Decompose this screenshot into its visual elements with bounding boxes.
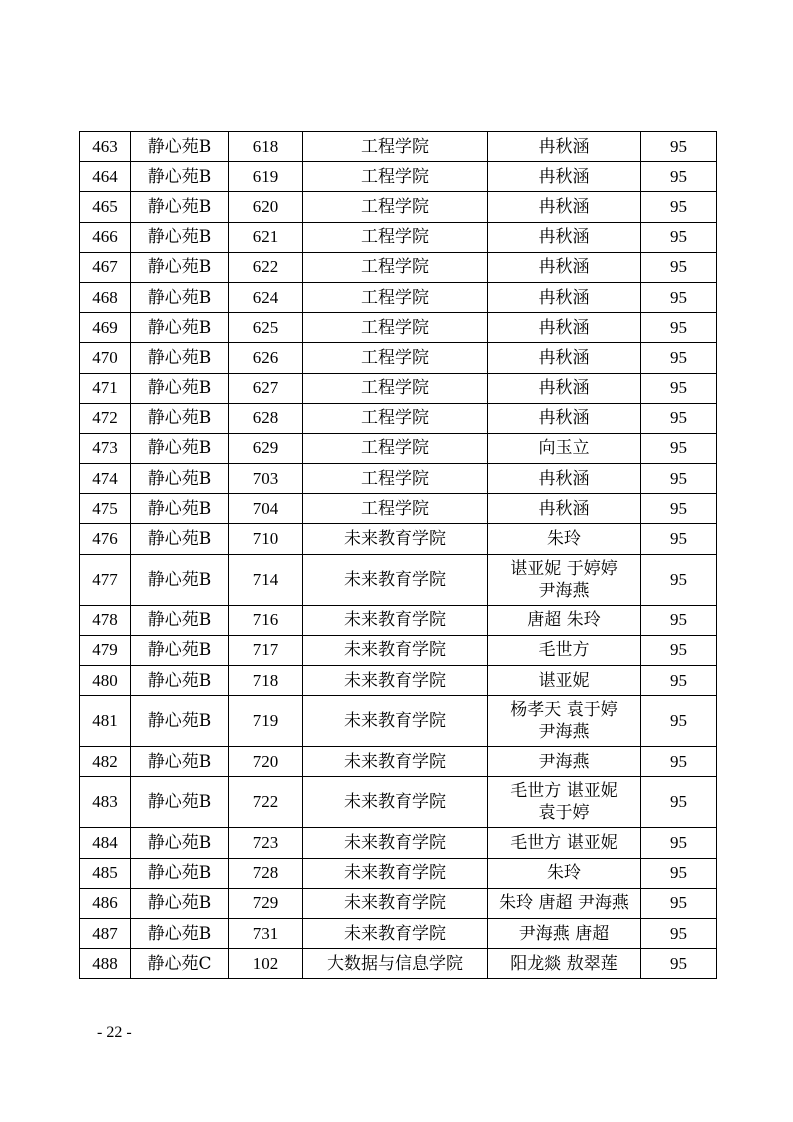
inspector-name-line: 冉秋涵 bbox=[538, 468, 590, 489]
college-cell: 未来教育学院 bbox=[303, 828, 488, 858]
table-row bbox=[80, 888, 717, 918]
college-cell: 未来教育学院 bbox=[303, 635, 488, 665]
room-number-cell: 729 bbox=[229, 888, 303, 918]
table-row bbox=[80, 747, 717, 777]
building-cell: 静心苑B bbox=[131, 777, 229, 828]
inspector-names-cell bbox=[488, 252, 641, 282]
inspector-names-cell bbox=[488, 888, 641, 918]
table-row bbox=[80, 252, 717, 282]
row-number-cell: 468 bbox=[80, 282, 131, 312]
table-row bbox=[80, 132, 717, 162]
row-number-cell: 465 bbox=[80, 192, 131, 222]
college-cell: 未来教育学院 bbox=[303, 666, 488, 696]
score-cell: 95 bbox=[641, 192, 717, 222]
score-cell: 95 bbox=[641, 605, 717, 635]
table-row bbox=[80, 403, 717, 433]
score-cell: 95 bbox=[641, 666, 717, 696]
inspector-name-line: 冉秋涵 bbox=[538, 166, 590, 187]
room-number-cell: 719 bbox=[229, 696, 303, 747]
building-cell: 静心苑B bbox=[131, 433, 229, 463]
table-row bbox=[80, 635, 717, 665]
row-number-cell: 476 bbox=[80, 524, 131, 554]
score-cell: 95 bbox=[641, 433, 717, 463]
inspector-names-cell bbox=[488, 747, 641, 777]
score-cell: 95 bbox=[641, 222, 717, 252]
college-cell: 未来教育学院 bbox=[303, 605, 488, 635]
inspector-name-line: 谌亚妮 bbox=[538, 670, 590, 691]
inspector-name-line: 毛世方 谌亚妮 bbox=[510, 832, 618, 853]
score-cell: 95 bbox=[641, 373, 717, 403]
college-cell: 未来教育学院 bbox=[303, 888, 488, 918]
inspector-names-cell bbox=[488, 464, 641, 494]
inspector-names-cell bbox=[488, 494, 641, 524]
inspector-name-line: 谌亚妮 于婷婷 bbox=[510, 558, 618, 579]
inspector-names-cell bbox=[488, 433, 641, 463]
row-number-cell: 466 bbox=[80, 222, 131, 252]
table-row bbox=[80, 949, 717, 979]
building-cell: 静心苑B bbox=[131, 666, 229, 696]
room-number-cell: 717 bbox=[229, 635, 303, 665]
score-cell: 95 bbox=[641, 777, 717, 828]
row-number-cell: 483 bbox=[80, 777, 131, 828]
room-number-cell: 629 bbox=[229, 433, 303, 463]
building-cell: 静心苑B bbox=[131, 343, 229, 373]
college-cell: 工程学院 bbox=[303, 494, 488, 524]
building-cell: 静心苑B bbox=[131, 222, 229, 252]
row-number-cell: 487 bbox=[80, 918, 131, 948]
inspector-names-cell bbox=[488, 696, 641, 747]
room-number-cell: 704 bbox=[229, 494, 303, 524]
room-number-cell: 718 bbox=[229, 666, 303, 696]
building-cell: 静心苑B bbox=[131, 282, 229, 312]
inspector-name-line: 向玉立 bbox=[538, 438, 590, 459]
room-number-cell: 624 bbox=[229, 282, 303, 312]
room-number-cell: 720 bbox=[229, 747, 303, 777]
college-cell: 工程学院 bbox=[303, 403, 488, 433]
score-cell: 95 bbox=[641, 464, 717, 494]
dormitory-score-table bbox=[79, 131, 717, 979]
score-cell: 95 bbox=[641, 858, 717, 888]
college-cell: 工程学院 bbox=[303, 252, 488, 282]
inspector-name-line: 尹海燕 bbox=[538, 580, 590, 601]
score-cell: 95 bbox=[641, 696, 717, 747]
row-number-cell: 485 bbox=[80, 858, 131, 888]
table-row bbox=[80, 605, 717, 635]
score-cell: 95 bbox=[641, 828, 717, 858]
row-number-cell: 470 bbox=[80, 343, 131, 373]
table-row bbox=[80, 554, 717, 605]
row-number-cell: 464 bbox=[80, 162, 131, 192]
inspector-names-cell bbox=[488, 313, 641, 343]
college-cell: 工程学院 bbox=[303, 313, 488, 343]
row-number-cell: 488 bbox=[80, 949, 131, 979]
score-cell: 95 bbox=[641, 132, 717, 162]
building-cell: 静心苑B bbox=[131, 373, 229, 403]
inspector-names-cell bbox=[488, 554, 641, 605]
inspector-name-line: 袁于婷 bbox=[538, 803, 590, 824]
inspector-name-line: 毛世方 bbox=[538, 640, 590, 661]
table-row bbox=[80, 162, 717, 192]
table-row bbox=[80, 192, 717, 222]
table-row bbox=[80, 373, 717, 403]
row-number-cell: 477 bbox=[80, 554, 131, 605]
room-number-cell: 627 bbox=[229, 373, 303, 403]
inspector-names-cell bbox=[488, 858, 641, 888]
score-cell: 95 bbox=[641, 888, 717, 918]
table-row bbox=[80, 494, 717, 524]
score-cell: 95 bbox=[641, 554, 717, 605]
college-cell: 未来教育学院 bbox=[303, 858, 488, 888]
college-cell: 未来教育学院 bbox=[303, 696, 488, 747]
score-cell: 95 bbox=[641, 949, 717, 979]
college-cell: 工程学院 bbox=[303, 464, 488, 494]
score-cell: 95 bbox=[641, 524, 717, 554]
table-row bbox=[80, 918, 717, 948]
building-cell: 静心苑B bbox=[131, 696, 229, 747]
room-number-cell: 618 bbox=[229, 132, 303, 162]
inspector-names-cell bbox=[488, 403, 641, 433]
inspector-name-line: 冉秋涵 bbox=[538, 196, 590, 217]
college-cell: 工程学院 bbox=[303, 343, 488, 373]
room-number-cell: 625 bbox=[229, 313, 303, 343]
score-cell: 95 bbox=[641, 313, 717, 343]
inspector-names-cell bbox=[488, 777, 641, 828]
inspector-names-cell bbox=[488, 918, 641, 948]
building-cell: 静心苑B bbox=[131, 313, 229, 343]
row-number-cell: 471 bbox=[80, 373, 131, 403]
table-row bbox=[80, 858, 717, 888]
inspector-name-line: 冉秋涵 bbox=[538, 347, 590, 368]
room-number-cell: 728 bbox=[229, 858, 303, 888]
college-cell: 工程学院 bbox=[303, 132, 488, 162]
row-number-cell: 480 bbox=[80, 666, 131, 696]
inspector-name-line: 冉秋涵 bbox=[538, 136, 590, 157]
building-cell: 静心苑B bbox=[131, 554, 229, 605]
college-cell: 工程学院 bbox=[303, 192, 488, 222]
college-cell: 大数据与信息学院 bbox=[303, 949, 488, 979]
score-cell: 95 bbox=[641, 252, 717, 282]
table-row bbox=[80, 222, 717, 252]
inspector-names-cell bbox=[488, 222, 641, 252]
college-cell: 未来教育学院 bbox=[303, 747, 488, 777]
row-number-cell: 469 bbox=[80, 313, 131, 343]
table-row bbox=[80, 433, 717, 463]
room-number-cell: 703 bbox=[229, 464, 303, 494]
college-cell: 工程学院 bbox=[303, 162, 488, 192]
inspector-name-line: 冉秋涵 bbox=[538, 408, 590, 429]
inspector-names-cell bbox=[488, 343, 641, 373]
building-cell: 静心苑B bbox=[131, 635, 229, 665]
row-number-cell: 484 bbox=[80, 828, 131, 858]
inspector-name-line: 阳龙燚 敖翠莲 bbox=[510, 953, 618, 974]
building-cell: 静心苑B bbox=[131, 858, 229, 888]
room-number-cell: 710 bbox=[229, 524, 303, 554]
room-number-cell: 621 bbox=[229, 222, 303, 252]
room-number-cell: 622 bbox=[229, 252, 303, 282]
room-number-cell: 723 bbox=[229, 828, 303, 858]
building-cell: 静心苑B bbox=[131, 524, 229, 554]
college-cell: 未来教育学院 bbox=[303, 777, 488, 828]
table-row bbox=[80, 666, 717, 696]
row-number-cell: 473 bbox=[80, 433, 131, 463]
room-number-cell: 626 bbox=[229, 343, 303, 373]
building-cell: 静心苑B bbox=[131, 464, 229, 494]
table-row bbox=[80, 828, 717, 858]
building-cell: 静心苑B bbox=[131, 252, 229, 282]
room-number-cell: 102 bbox=[229, 949, 303, 979]
room-number-cell: 731 bbox=[229, 918, 303, 948]
building-cell: 静心苑B bbox=[131, 828, 229, 858]
building-cell: 静心苑B bbox=[131, 918, 229, 948]
inspector-name-line: 冉秋涵 bbox=[538, 317, 590, 338]
row-number-cell: 472 bbox=[80, 403, 131, 433]
score-cell: 95 bbox=[641, 918, 717, 948]
inspector-names-cell bbox=[488, 666, 641, 696]
inspector-name-line: 朱玲 bbox=[547, 863, 581, 884]
score-cell: 95 bbox=[641, 403, 717, 433]
score-cell: 95 bbox=[641, 282, 717, 312]
room-number-cell: 716 bbox=[229, 605, 303, 635]
inspector-name-line: 朱玲 bbox=[547, 529, 581, 550]
inspector-names-cell bbox=[488, 282, 641, 312]
inspector-name-line: 冉秋涵 bbox=[538, 257, 590, 278]
inspector-name-line: 尹海燕 唐超 bbox=[518, 923, 610, 944]
score-cell: 95 bbox=[641, 635, 717, 665]
inspector-names-cell bbox=[488, 132, 641, 162]
score-cell: 95 bbox=[641, 494, 717, 524]
score-cell: 95 bbox=[641, 162, 717, 192]
table-row bbox=[80, 777, 717, 828]
inspector-name-line: 朱玲 唐超 尹海燕 bbox=[499, 893, 629, 914]
row-number-cell: 478 bbox=[80, 605, 131, 635]
inspector-names-cell bbox=[488, 192, 641, 222]
inspector-names-cell bbox=[488, 162, 641, 192]
college-cell: 未来教育学院 bbox=[303, 918, 488, 948]
college-cell: 工程学院 bbox=[303, 373, 488, 403]
building-cell: 静心苑B bbox=[131, 132, 229, 162]
inspector-names-cell bbox=[488, 828, 641, 858]
room-number-cell: 620 bbox=[229, 192, 303, 222]
building-cell: 静心苑B bbox=[131, 192, 229, 222]
inspector-name-line: 唐超 朱玲 bbox=[527, 610, 601, 631]
room-number-cell: 619 bbox=[229, 162, 303, 192]
building-cell: 静心苑B bbox=[131, 162, 229, 192]
inspector-name-line: 毛世方 谌亚妮 bbox=[510, 781, 618, 802]
table-row bbox=[80, 524, 717, 554]
room-number-cell: 714 bbox=[229, 554, 303, 605]
row-number-cell: 475 bbox=[80, 494, 131, 524]
inspector-name-line: 冉秋涵 bbox=[538, 287, 590, 308]
table-row bbox=[80, 464, 717, 494]
row-number-cell: 479 bbox=[80, 635, 131, 665]
inspector-names-cell bbox=[488, 524, 641, 554]
building-cell: 静心苑B bbox=[131, 494, 229, 524]
table-row bbox=[80, 313, 717, 343]
row-number-cell: 486 bbox=[80, 888, 131, 918]
college-cell: 工程学院 bbox=[303, 222, 488, 252]
row-number-cell: 463 bbox=[80, 132, 131, 162]
college-cell: 工程学院 bbox=[303, 282, 488, 312]
table-row bbox=[80, 696, 717, 747]
inspector-name-line: 冉秋涵 bbox=[538, 227, 590, 248]
college-cell: 未来教育学院 bbox=[303, 524, 488, 554]
inspector-name-line: 冉秋涵 bbox=[538, 498, 590, 519]
table-row bbox=[80, 343, 717, 373]
inspector-names-cell bbox=[488, 949, 641, 979]
inspector-names-cell bbox=[488, 605, 641, 635]
building-cell: 静心苑B bbox=[131, 605, 229, 635]
building-cell: 静心苑B bbox=[131, 403, 229, 433]
page-number: - 22 - bbox=[97, 1024, 132, 1041]
building-cell: 静心苑B bbox=[131, 747, 229, 777]
building-cell: 静心苑B bbox=[131, 888, 229, 918]
row-number-cell: 481 bbox=[80, 696, 131, 747]
building-cell: 静心苑C bbox=[131, 949, 229, 979]
table-row bbox=[80, 282, 717, 312]
college-cell: 工程学院 bbox=[303, 433, 488, 463]
row-number-cell: 474 bbox=[80, 464, 131, 494]
room-number-cell: 628 bbox=[229, 403, 303, 433]
room-number-cell: 722 bbox=[229, 777, 303, 828]
row-number-cell: 467 bbox=[80, 252, 131, 282]
inspector-names-cell bbox=[488, 635, 641, 665]
inspector-name-line: 尹海燕 bbox=[538, 722, 590, 743]
inspector-name-line: 冉秋涵 bbox=[538, 378, 590, 399]
score-cell: 95 bbox=[641, 747, 717, 777]
score-cell: 95 bbox=[641, 343, 717, 373]
college-cell: 未来教育学院 bbox=[303, 554, 488, 605]
inspector-name-line: 尹海燕 bbox=[538, 751, 590, 772]
inspector-names-cell bbox=[488, 373, 641, 403]
row-number-cell: 482 bbox=[80, 747, 131, 777]
inspector-name-line: 杨孝天 袁于婷 bbox=[510, 700, 618, 721]
